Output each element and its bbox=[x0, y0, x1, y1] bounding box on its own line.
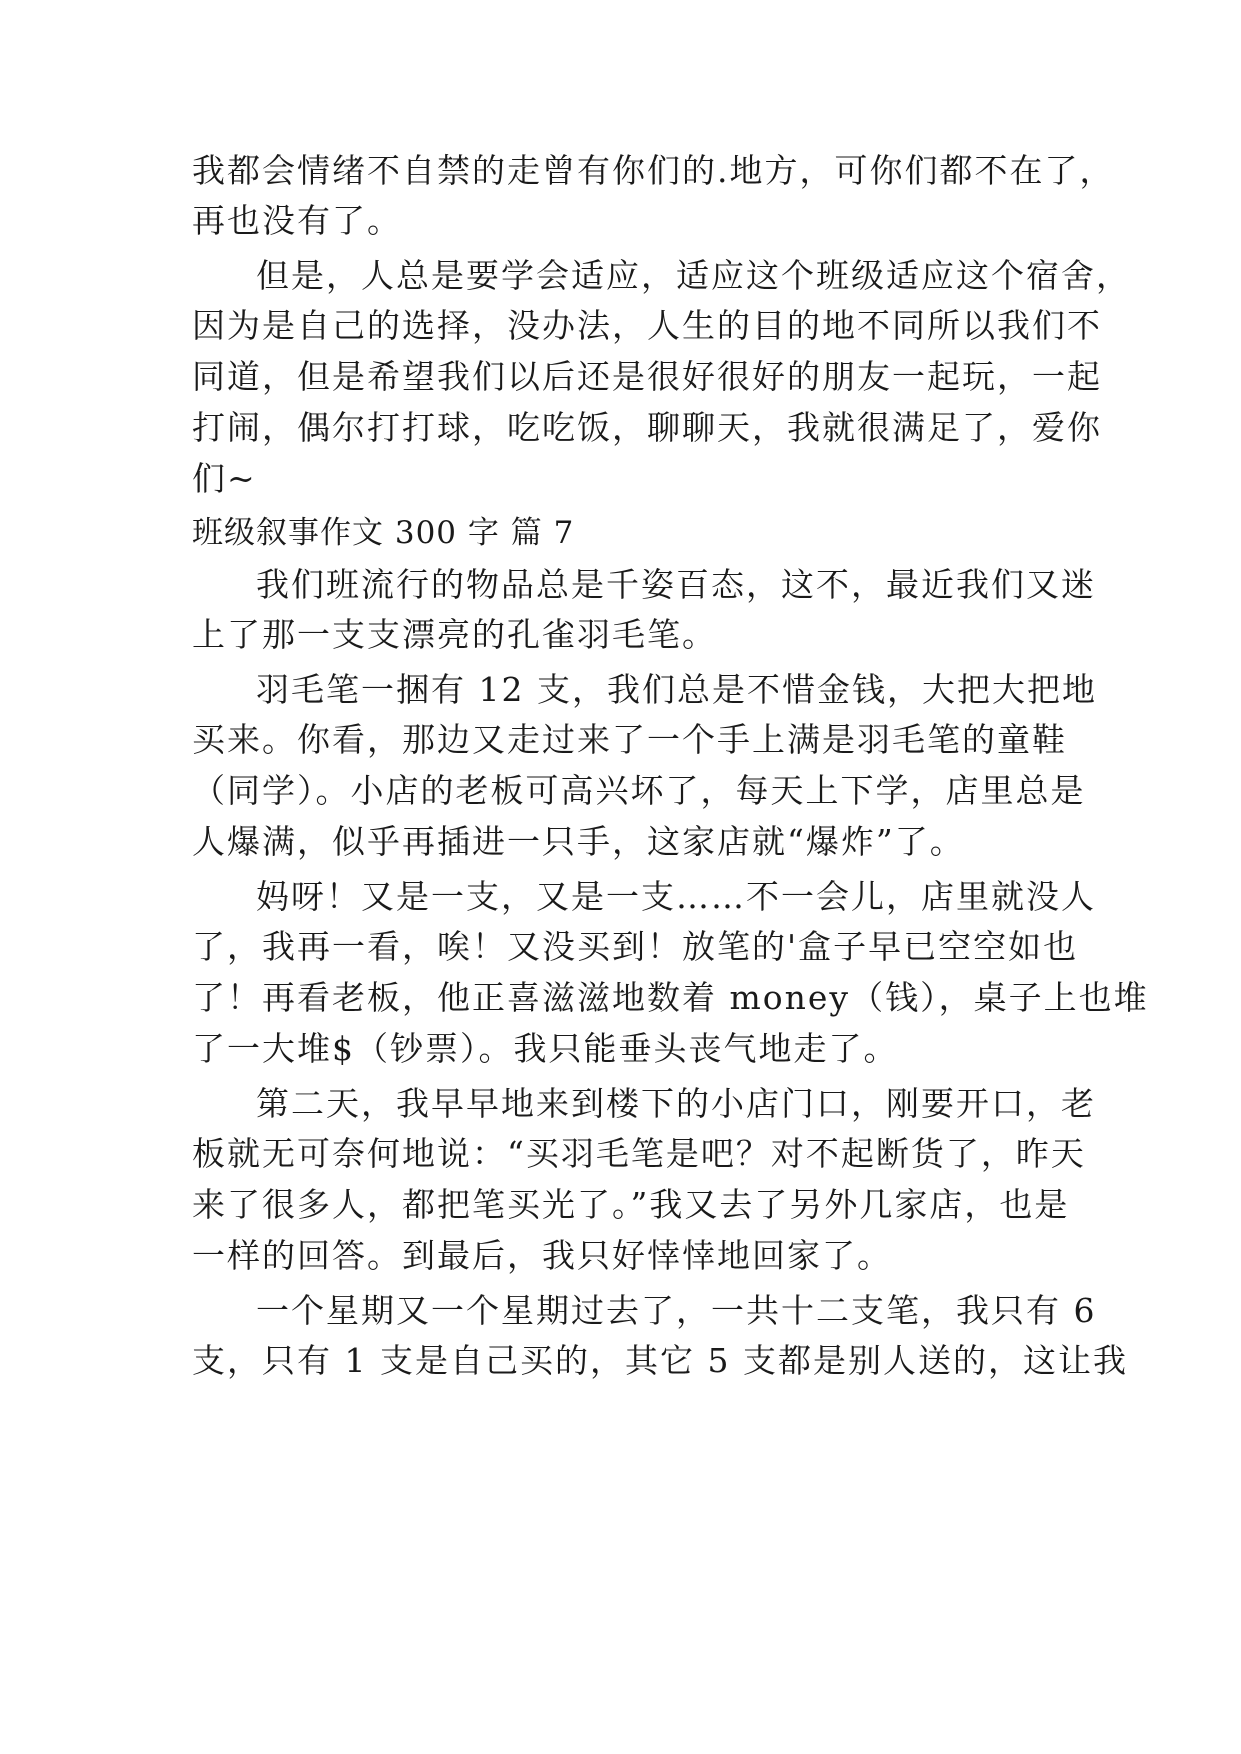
text-line: 支，只有 1 支是自己买的，其它 5 支都是别人送的，这让我 bbox=[192, 1341, 1128, 1380]
text-line: 了！再看老板，他正喜滋滋地数着 money（钱），桌子上也堆 bbox=[192, 978, 1149, 1017]
text-line: 人爆满，似乎再插进一只手，这家店就“爆炸”了。 bbox=[192, 822, 965, 861]
text-line: 同道，但是希望我们以后还是很好很好的朋友一起玩，一起 bbox=[192, 357, 1102, 396]
paragraph-start-line: 羽毛笔一捆有 12 支，我们总是不惜金钱，大把大把地 bbox=[256, 670, 1097, 709]
text-line: 们~ bbox=[192, 459, 257, 498]
paragraph-start-line: 第二天，我早早地来到楼下的小店门口，刚要开口，老 bbox=[256, 1084, 1096, 1123]
text-line: 来了很多人，都把笔买光了。”我又去了另外几家店，也是 bbox=[192, 1185, 1070, 1224]
text-line: 了一大堆$（钞票）。我只能垂头丧气地走了。 bbox=[192, 1029, 899, 1068]
paragraph-start-line: 我们班流行的物品总是千姿百态，这不，最近我们又迷 bbox=[256, 565, 1096, 604]
text-line: 买来。你看，那边又走过来了一个手上满是羽毛笔的童鞋 bbox=[192, 720, 1067, 759]
paragraph-start-line: 但是，人总是要学会适应，适应这个班级适应这个宿舍， bbox=[256, 256, 1131, 295]
text-line: 打闹，偶尔打打球，吃吃饭，聊聊天，我就很满足了，爱你 bbox=[192, 408, 1102, 447]
text-line: 了，我再一看，唉！又没买到！放笔的'盒子早已空空如也 bbox=[192, 927, 1079, 966]
text-line: 因为是自己的选择，没办法，人生的目的地不同所以我们不 bbox=[192, 306, 1102, 345]
paragraph-start-line: 妈呀！又是一支，又是一支……不一会儿，店里就没人 bbox=[256, 877, 1096, 916]
text-line: 一样的回答。到最后，我只好悻悻地回家了。 bbox=[192, 1236, 892, 1275]
text-line: 上了那一支支漂亮的孔雀羽毛笔。 bbox=[192, 615, 717, 654]
text-line: （同学）。小店的老板可高兴坏了，每天上下学，店里总是 bbox=[192, 771, 1086, 810]
text-line: 我都会情绪不自禁的走曾有你们的.地方，可你们都不在了， bbox=[192, 151, 1115, 190]
paragraph-start-line: 一个星期又一个星期过去了，一共十二支笔，我只有 6 bbox=[256, 1291, 1097, 1330]
text-line: 再也没有了。 bbox=[192, 201, 402, 240]
text-line: 板就无可奈何地说：“买羽毛笔是吧？对不起断货了，昨天 bbox=[192, 1134, 1086, 1173]
section-heading: 班级叙事作文 300 字 篇 7 bbox=[192, 515, 575, 551]
